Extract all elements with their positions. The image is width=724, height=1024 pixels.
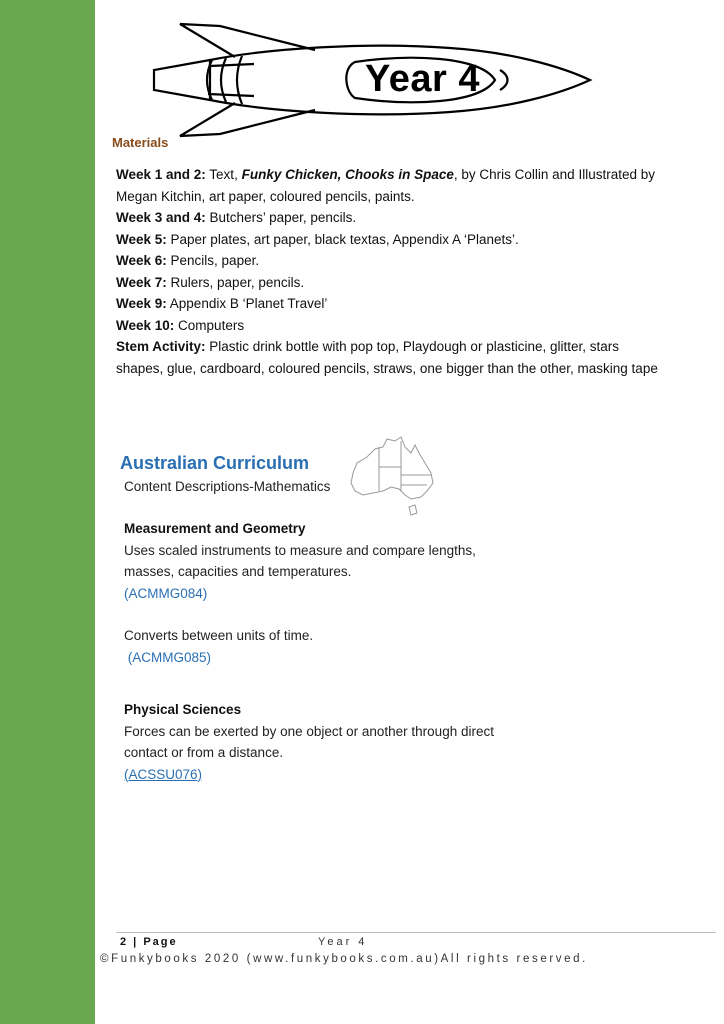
curriculum-code-link[interactable]: (ACMMG084)	[124, 585, 208, 601]
australia-map-icon	[345, 433, 437, 525]
materials-item	[116, 229, 716, 251]
materials-item-text: Plastic drink bottle with pop top, Playdough or plasticine, glitter, stars	[205, 339, 619, 354]
materials-item-text: Rulers, paper, pencils.	[166, 274, 305, 290]
footer-year: Year 4	[318, 936, 368, 948]
time-text-line: Converts between units of time.	[124, 628, 314, 643]
materials-item-text: Pencils, paper.	[166, 253, 260, 268]
materials-item	[116, 336, 716, 358]
materials-item-text: , by Chris Collin and Illustrated by	[453, 167, 655, 182]
measurement-section	[124, 518, 476, 604]
materials-item	[116, 315, 716, 337]
measurement-title: Measurement and Geometry	[124, 521, 306, 536]
materials-item-text: Butchers’ paper, pencils.	[205, 210, 357, 225]
materials-item-label: Week 3 and 4:	[116, 210, 206, 225]
measurement-text-line: masses, capacities and temperatures.	[124, 564, 352, 579]
materials-item-text: Appendix B ‘Planet Travel’	[166, 296, 328, 311]
materials-item-label: Week 7:	[116, 274, 167, 290]
time-section	[124, 625, 313, 668]
measurement-text-line: Uses scaled instruments to measure and compare lengths,	[124, 542, 476, 558]
materials-item-continuation: Megan Kitchin, art paper, coloured pencils, paints.	[116, 188, 415, 204]
physical-title: Physical Sciences	[124, 702, 242, 717]
page-title: Year 4	[365, 58, 480, 100]
footer-divider	[116, 932, 716, 933]
materials-item-text: Computers	[174, 317, 245, 333]
green-sidebar	[0, 0, 95, 1024]
page-number	[120, 936, 178, 948]
copyright-notice: ©Funkybooks 2020 (www.funkybooks.com.au)All rights reserved.	[100, 953, 588, 965]
page-number-value: 2	[120, 936, 129, 948]
materials-item	[116, 272, 716, 294]
materials-item-label: Week 6:	[116, 253, 167, 268]
materials-item-text: Text,	[205, 167, 242, 182]
physical-text-line: Forces can be exerted by one object or another through direct	[124, 723, 494, 739]
materials-item	[116, 164, 716, 186]
materials-item-label: Week 9:	[116, 296, 167, 311]
physical-text-line: contact or from a distance.	[124, 745, 284, 760]
materials-item-continuation: shapes, glue, cardboard, coloured pencils, straws, one bigger than the other, masking tape	[116, 360, 658, 376]
materials-item-label: Stem Activity:	[116, 339, 206, 354]
materials-item	[116, 293, 716, 315]
curriculum-code-link[interactable]: (ACMMG085)	[124, 649, 212, 665]
content-descriptions-subheading: Content Descriptions-Mathematics	[124, 479, 331, 494]
curriculum-code-link[interactable]: (ACSSU076)	[124, 766, 203, 782]
materials-item-label: Week 10:	[116, 317, 175, 333]
materials-item	[116, 207, 716, 229]
australian-curriculum-heading: Australian Curriculum	[120, 453, 310, 473]
materials-heading: Materials	[112, 135, 169, 150]
page-label: | Page	[128, 936, 178, 948]
materials-item	[116, 250, 716, 272]
materials-item-label: Week 5:	[116, 231, 167, 247]
materials-list	[116, 164, 716, 379]
materials-item-label: Week 1 and 2:	[116, 167, 206, 182]
materials-item-text: Paper plates, art paper, black textas, Appendix A ‘Planets’.	[166, 231, 519, 247]
book-title: Funky Chicken, Chooks in Space	[241, 167, 454, 182]
physical-section	[124, 699, 494, 785]
